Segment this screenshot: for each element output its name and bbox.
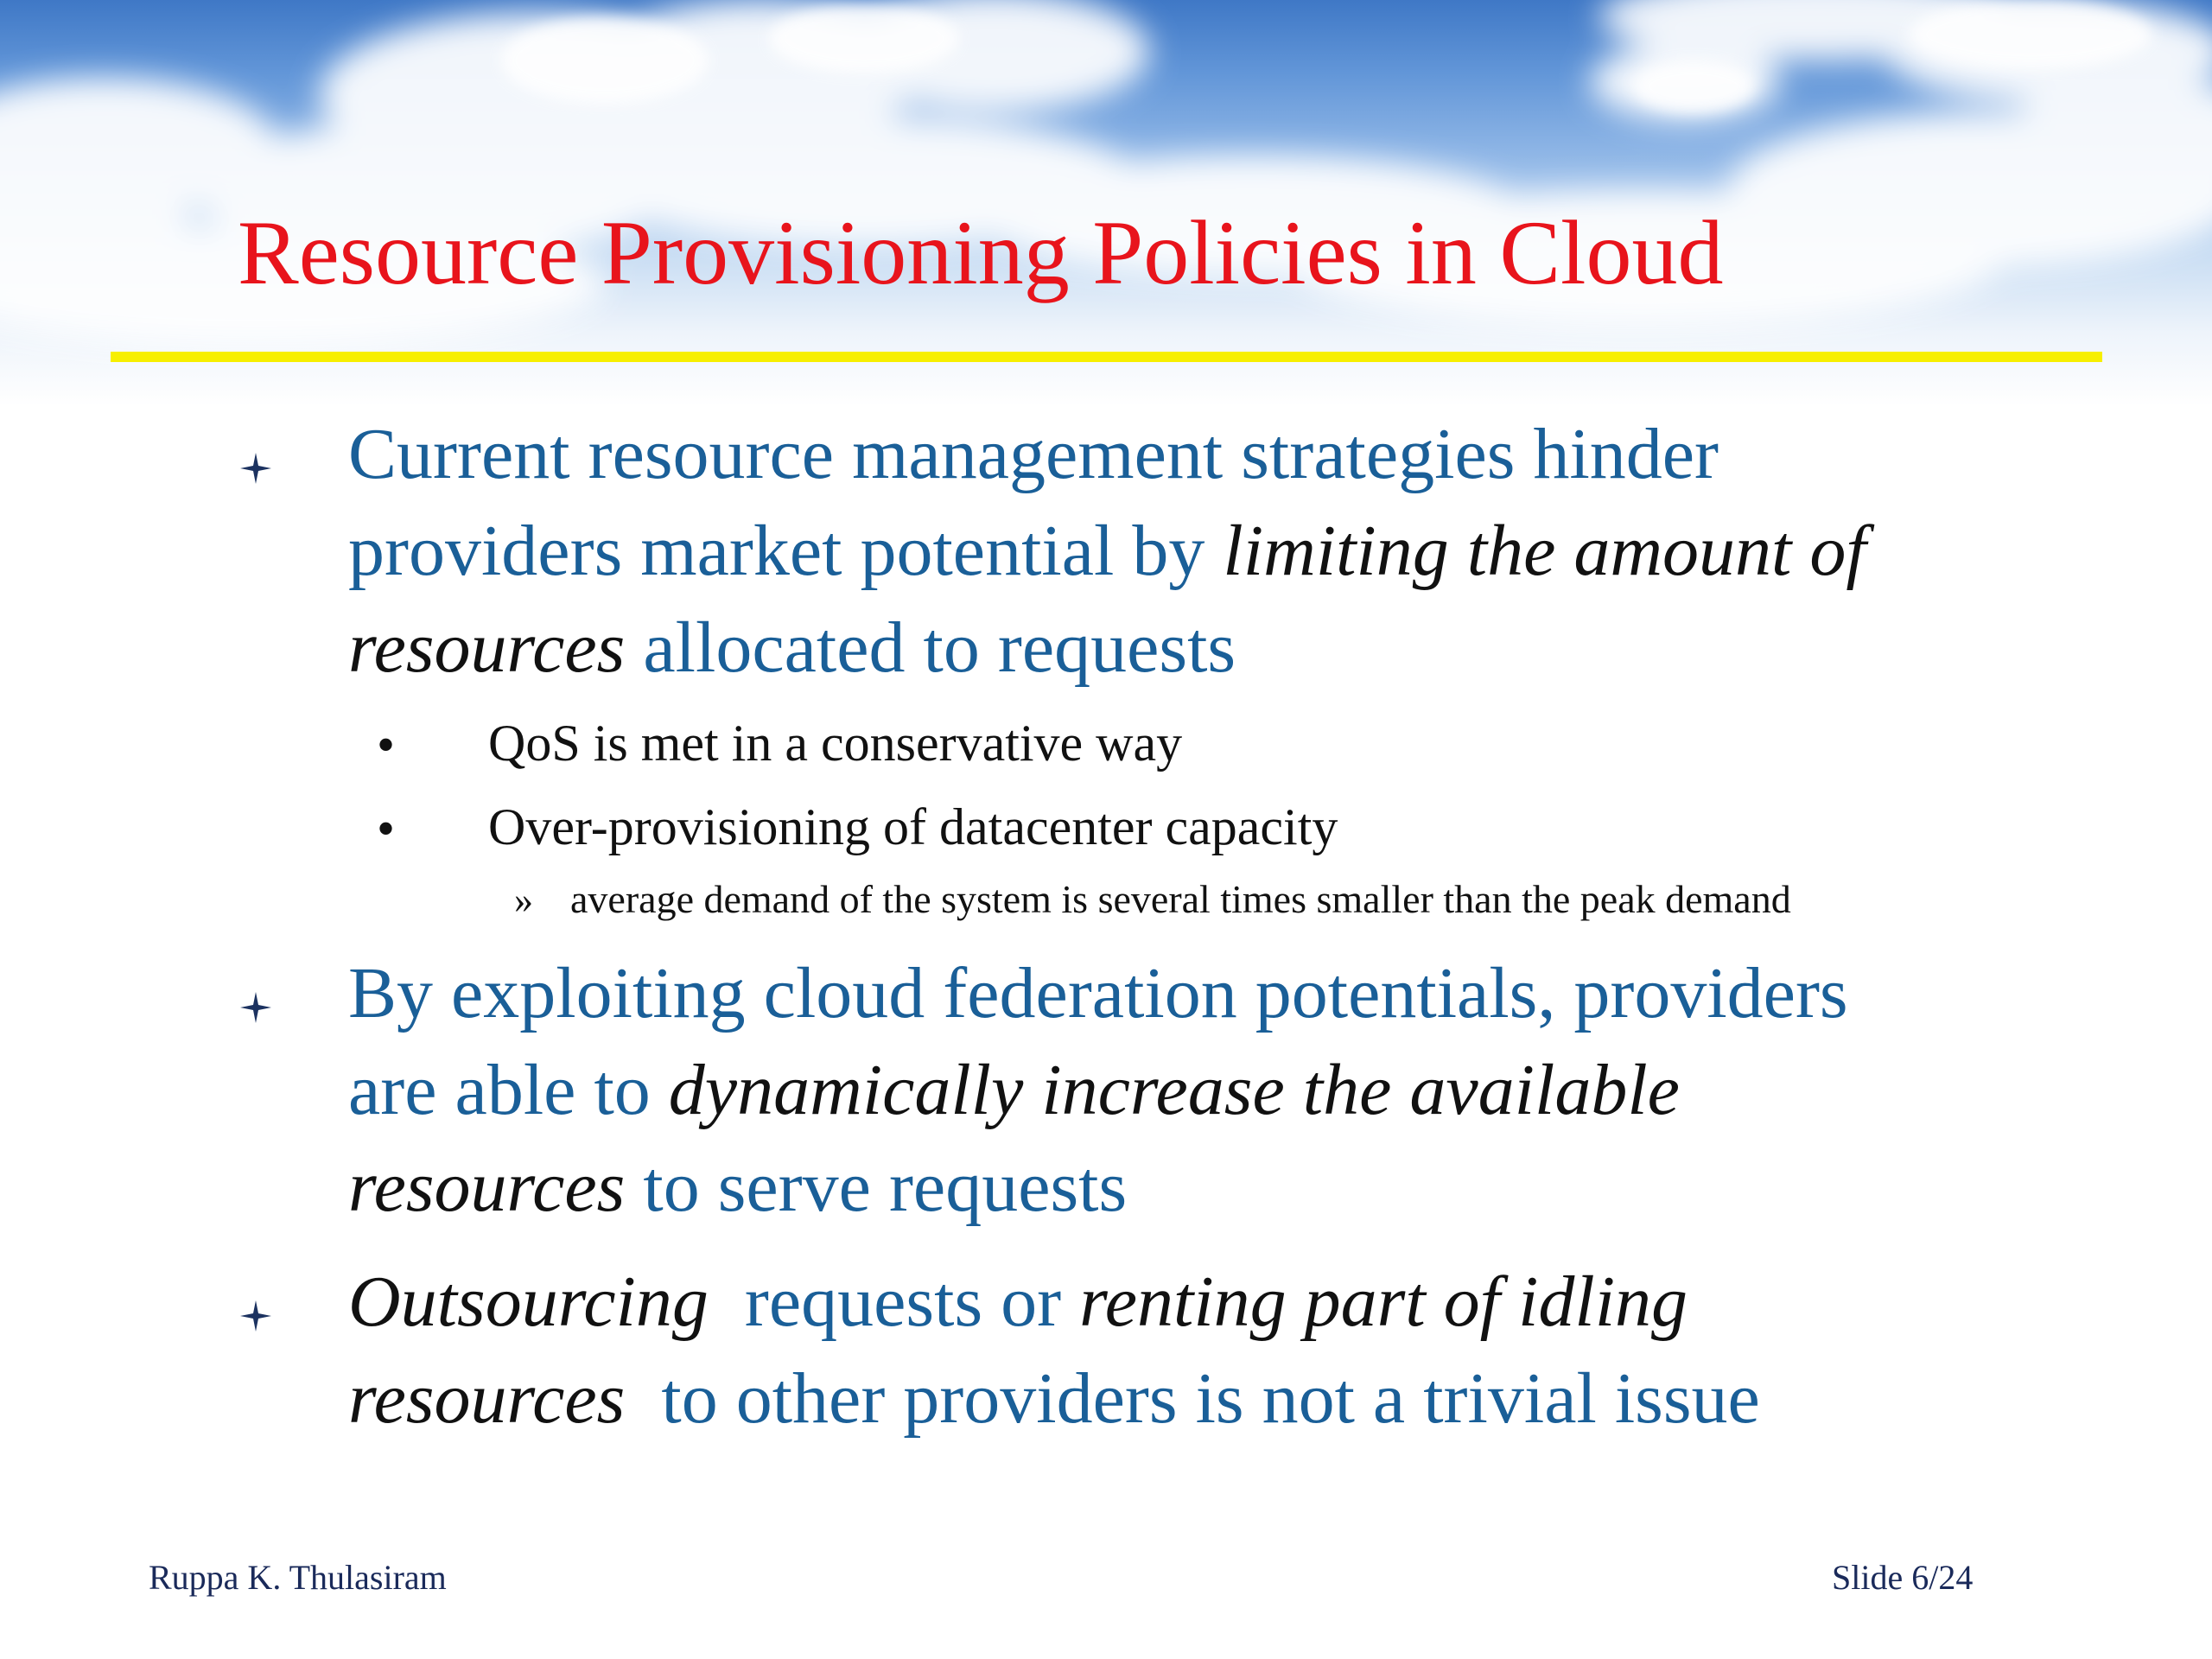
sub-bullet-dot: • (377, 800, 396, 857)
sub-bullet-dot: • (377, 716, 396, 773)
bullet-2-text (348, 945, 1848, 1236)
bullet-2-line-3: resources to serve requests (348, 1147, 1128, 1227)
sub-sub-bullet-marker: » (514, 879, 533, 921)
slide-title: Resource Provisioning Policies in Cloud (238, 202, 1724, 303)
title-underline (111, 352, 2102, 362)
bullet-1-text (348, 406, 1866, 696)
footer-author: Ruppa K. Thulasiram (149, 1558, 447, 1597)
bullet-1-line-2: providers market potential by limiting the amount of (348, 511, 1866, 591)
bullet-1-line-3: resources allocated to requests (348, 607, 1236, 688)
bullet-2-line-2: are able to dynamically increase the available (348, 1050, 1680, 1130)
star-bullet-icon (238, 990, 273, 1025)
bullet-3-line-2: resources to other providers is not a trivial issue (348, 1358, 1760, 1439)
bullet-3-text (348, 1254, 1760, 1447)
bullet-3-line-1: Outsourcing requests or renting part of idling (348, 1262, 1688, 1342)
sub-sub-item-1: average demand of the system is several times smaller than the peak demand (570, 877, 1791, 921)
bullet-1-line-1: Current resource management strategies hinder (348, 414, 1719, 494)
bullet-2-line-1: By exploiting cloud federation potentials, providers (348, 953, 1848, 1033)
footer-slide-number: Slide 6/24 (1832, 1558, 1974, 1597)
sub-item-2: Over-provisioning of datacenter capacity (488, 798, 1338, 855)
sub-item-1: QoS is met in a conservative way (488, 715, 1183, 772)
star-bullet-icon (238, 451, 273, 486)
star-bullet-icon (238, 1299, 273, 1333)
